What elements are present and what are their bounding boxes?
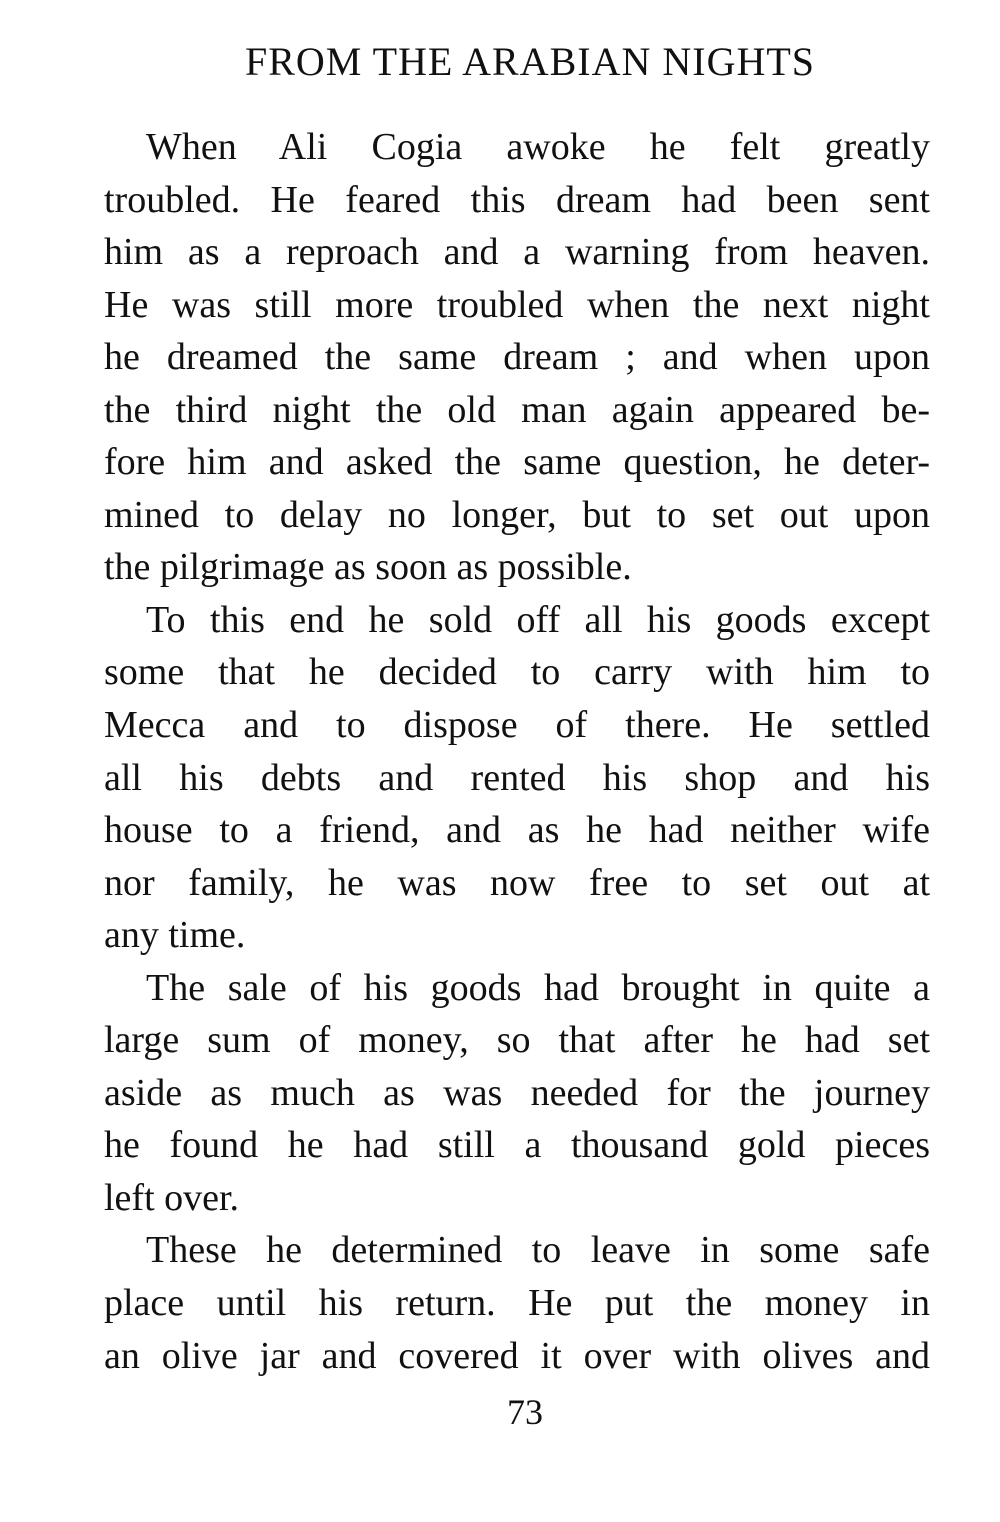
text-line: he dreamed the same dream ; and when upon xyxy=(104,336,930,379)
text-line: fore him and asked the same question, he deter- xyxy=(104,441,930,484)
text-line: nor family, he was now free to set out at xyxy=(104,861,930,904)
text-line: an olive jar and covered it over with olives and xyxy=(104,1334,930,1377)
text-line: To this end he sold off all his goods except xyxy=(146,598,930,641)
text-line: any time. xyxy=(104,914,246,957)
text-line: him as a reproach and a warning from heaven. xyxy=(104,231,930,274)
running-head: FROM THE ARABIAN NIGHTS xyxy=(244,39,816,84)
text-line: These he determined to leave in some safe xyxy=(146,1229,930,1272)
paragraph-4 xyxy=(104,1224,930,1382)
paragraph-2 xyxy=(104,594,930,962)
paragraph-1 xyxy=(104,121,930,594)
paragraph-3 xyxy=(104,962,930,1225)
text-line: aside as much as was needed for the journey xyxy=(104,1071,930,1114)
text-line: some that he decided to carry with him to xyxy=(104,651,930,694)
text-line: When Ali Cogia awoke he felt greatly xyxy=(146,126,930,168)
page-number: 73 xyxy=(507,1392,543,1432)
text-line: troubled. He feared this dream had been sent xyxy=(104,178,930,221)
text-line: left over. xyxy=(104,1176,240,1219)
text-line: He was still more troubled when the next night xyxy=(104,283,930,326)
body-text xyxy=(104,121,930,1382)
text-line: the third night the old man again appeared be- xyxy=(104,388,930,431)
text-line: large sum of money, so that after he had set xyxy=(104,1019,930,1062)
text-line: Mecca and to dispose of there. He settled xyxy=(104,704,930,747)
text-line: the pilgrimage as soon as possible. xyxy=(104,546,632,589)
text-line: all his debts and rented his shop and his xyxy=(104,756,930,799)
text-line: house to a friend, and as he had neither wife xyxy=(104,809,930,852)
text-line: mined to delay no longer, but to set out upon xyxy=(104,493,930,536)
text-line: place until his return. He put the money in xyxy=(104,1282,930,1325)
text-line: he found he had still a thousand gold pieces xyxy=(104,1124,930,1167)
text-line: The sale of his goods had brought in quite a xyxy=(146,966,930,1009)
